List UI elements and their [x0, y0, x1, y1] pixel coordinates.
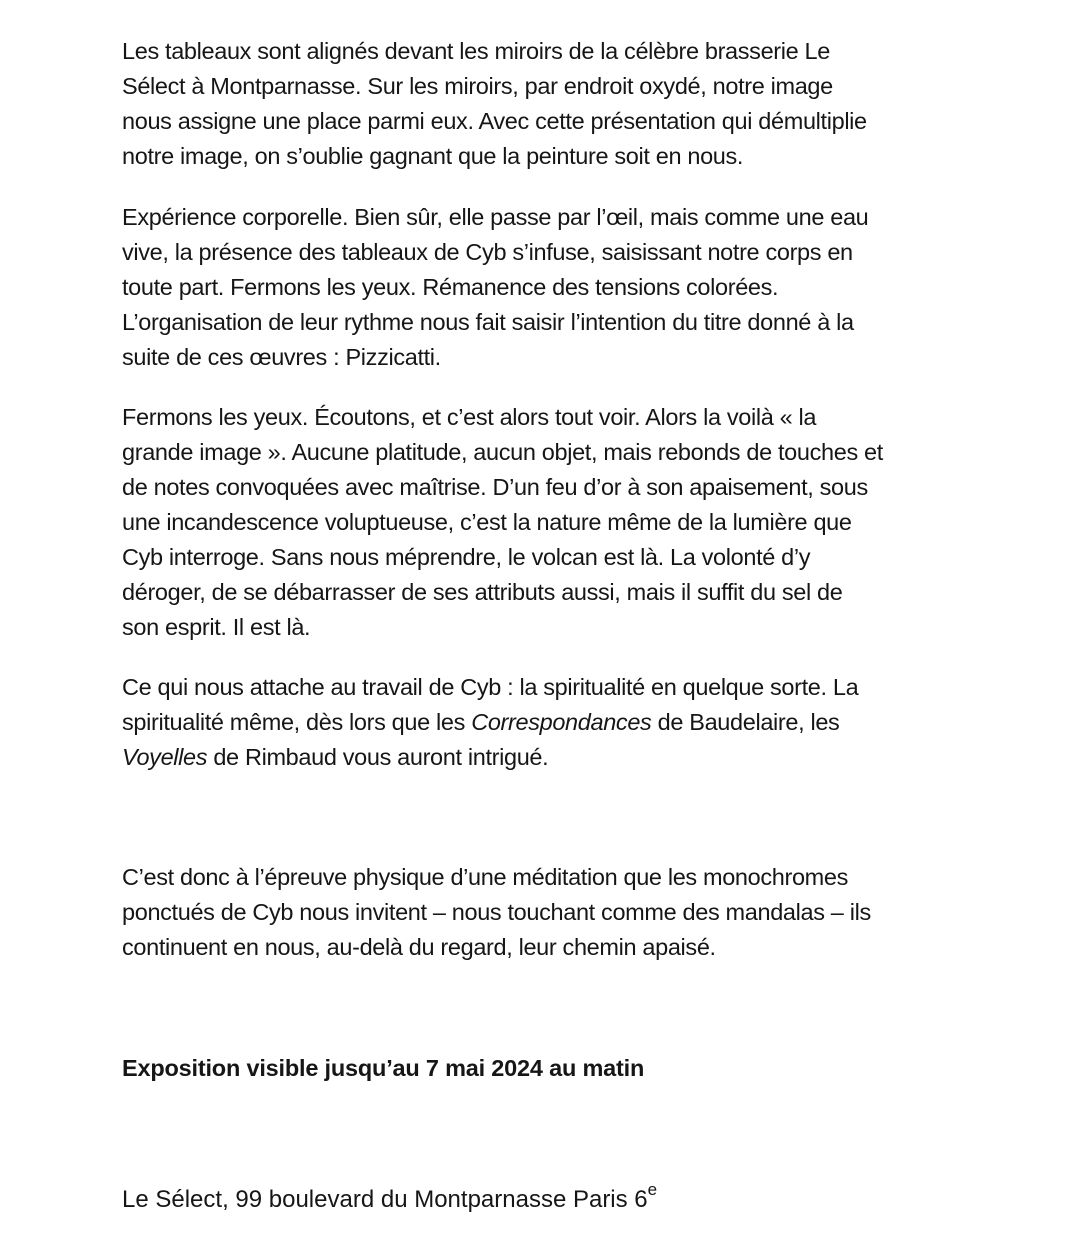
text-run: de Rimbaud vous auront intrigué. — [207, 744, 549, 770]
text-line: ponctués de Cyb nous invitent – nous touchant comme des mandalas – ils — [122, 899, 871, 925]
text-line — [122, 740, 858, 775]
work-title-voyelles: Voyelles — [122, 744, 208, 770]
text-line: grande image ». Aucune platitude, aucun objet, mais rebonds de touches et — [122, 439, 883, 465]
text-line: son esprit. Il est là. — [122, 614, 311, 640]
work-title-correspondances: Correspondances — [471, 709, 652, 735]
paragraph-meditation — [122, 860, 871, 965]
text-line: continuent en nous, au-delà du regard, leur chemin apaisé. — [122, 934, 716, 960]
text-line: Expérience corporelle. Bien sûr, elle passe par l’œil, mais comme une eau — [122, 204, 869, 230]
text-line: C’est donc à l’épreuve physique d’une méditation que les monochromes — [122, 864, 849, 890]
paragraph-tableaux-miroirs — [122, 34, 867, 174]
venue-address — [122, 1182, 657, 1217]
text-line: déroger, de se débarrasser de ses attributs aussi, mais il suffit du sel de — [122, 579, 843, 605]
text-line: vive, la présence des tableaux de Cyb s’infuse, saisissant notre corps en — [122, 239, 853, 265]
text-line: de notes convoquées avec maîtrise. D’un feu d’or à son apaisement, sous — [122, 474, 868, 500]
text-line: Les tableaux sont alignés devant les miroirs de la célèbre brasserie Le — [122, 38, 830, 64]
exhibition-dates-notice: Exposition visible jusqu’au 7 mai 2024 au matin — [122, 1055, 645, 1081]
text-line: toute part. Fermons les yeux. Rémanence des tensions colorées. — [122, 274, 779, 300]
text-run: spiritualité même, dès lors que les — [122, 709, 472, 735]
text-run: de Baudelaire, les — [651, 709, 840, 735]
arrondissement-superscript: e — [647, 1180, 658, 1199]
paragraph-experience-corporelle — [122, 200, 868, 375]
text-line: L’organisation de leur rythme nous fait saisir l’intention du titre donné à la — [122, 309, 854, 335]
text-line: nous assigne une place parmi eux. Avec cette présentation qui démultiplie — [122, 108, 867, 134]
text-line: Cyb interroge. Sans nous méprendre, le volcan est là. La volonté d’y — [122, 544, 811, 570]
text-line: Sélect à Montparnasse. Sur les miroirs, par endroit oxydé, notre image — [122, 73, 833, 99]
paragraph-fermons-les-yeux — [122, 400, 883, 645]
text-line: Ce qui nous attache au travail de Cyb : la spiritualité en quelque sorte. La — [122, 674, 859, 700]
text-line — [122, 705, 858, 740]
text-line: une incandescence voluptueuse, c’est la nature même de la lumière que — [122, 509, 852, 535]
address-text: Le Sélect, 99 boulevard du Montparnasse Paris 6 — [122, 1186, 648, 1213]
text-line: Fermons les yeux. Écoutons, et c’est alors tout voir. Alors la voilà « la — [122, 404, 817, 430]
text-line: suite de ces œuvres : Pizzicatti. — [122, 344, 441, 370]
text-line: notre image, on s’oublie gagnant que la peinture soit en nous. — [122, 143, 744, 169]
paragraph-spiritualite — [122, 670, 858, 775]
